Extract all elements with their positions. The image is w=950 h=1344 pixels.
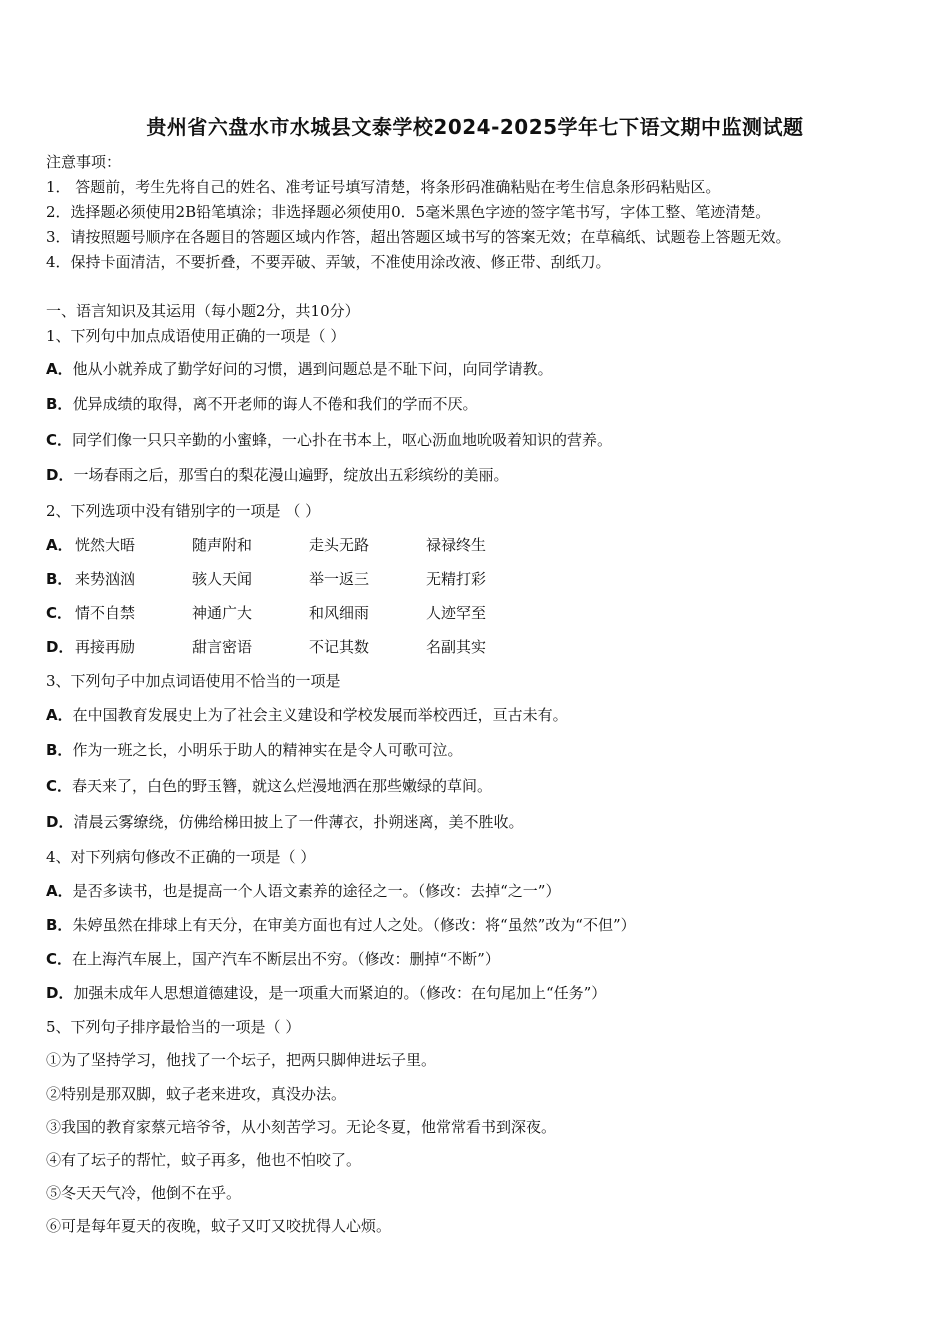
- word-choice: 甜言密语: [192, 638, 253, 656]
- section-heading: 一、语言知识及其运用（每小题2分，共10分）: [46, 302, 360, 320]
- option-text: 作为一班之长，小明乐于助人的精神实在是令人可歌可泣。: [72, 741, 463, 759]
- option-label: D．: [46, 638, 74, 656]
- word-choice: 举一返三: [309, 570, 370, 588]
- option-label: C．: [46, 950, 73, 968]
- option-text: 朱婷虽然在排球上有天分，在审美方面也有过人之处。（修改：将“虽然”改为“不但”）: [72, 916, 636, 934]
- word-choice: 骇人天闻: [192, 570, 253, 588]
- option-label: C．: [46, 777, 73, 795]
- answer-option: [46, 359, 553, 379]
- word-choice: 名副其实: [426, 638, 487, 656]
- notes-heading: 注意事项：: [46, 153, 122, 171]
- answer-option: [46, 949, 500, 969]
- option-text: 他从小就养成了勤学好问的习惯，遇到问题总是不耻下问，向同学请教。: [72, 360, 553, 378]
- word-choice: 禄禄终生: [426, 536, 487, 554]
- word-choice: 和风细雨: [309, 604, 370, 622]
- question-stem: 3、下列句子中加点词语使用不恰当的一项是: [46, 672, 341, 690]
- option-label: D．: [46, 813, 74, 831]
- option-text: 优异成绩的取得，离不开老师的诲人不倦和我们的学而不厌。: [72, 395, 478, 413]
- option-text: 在上海汽车展上，国产汽车不断层出不穷。（修改：删掉“不断”）: [72, 950, 500, 968]
- answer-option: [46, 983, 606, 1003]
- word-choice: 再接再励: [75, 638, 136, 656]
- option-text: 同学们像一只只辛勤的小蜜蜂，一心扑在书本上，呕心沥血地吮吸着知识的营养。: [72, 431, 613, 449]
- option-label: B．: [46, 570, 73, 588]
- option-label: C．: [46, 431, 73, 449]
- page-title: 贵州省六盘水市水城县文泰学校2024-2025学年七下语文期中监测试题: [146, 115, 804, 139]
- word-choice: 无精打彩: [426, 570, 487, 588]
- sentence-item: ②特别是那双脚，蚊子老来进攻，真没办法。: [46, 1085, 347, 1103]
- option-label: B．: [46, 395, 73, 413]
- option-label: A．: [46, 536, 73, 554]
- option-label: A．: [46, 706, 73, 724]
- option-label: B．: [46, 741, 73, 759]
- answer-option: [46, 465, 508, 485]
- answer-option: [46, 812, 523, 832]
- option-label: D．: [46, 984, 74, 1002]
- option-label: B．: [46, 916, 73, 934]
- option-text: 一场春雨之后，那雪白的梨花漫山遍野，绽放出五彩缤纷的美丽。: [73, 466, 509, 484]
- answer-option: [46, 915, 636, 935]
- option-text: 清晨云雾缭绕，仿佛给梯田披上了一件薄衣，扑朔迷离，美不胜收。: [73, 813, 524, 831]
- sentence-item: ①为了坚持学习，他找了一个坛子，把两只脚伸进坛子里。: [46, 1051, 437, 1069]
- word-choice: 来势汹汹: [75, 570, 136, 588]
- word-choice: 神通广大: [192, 604, 253, 622]
- word-choice: 恍然大晤: [75, 536, 136, 554]
- question-stem: 1、下列句中加点成语使用正确的一项是（ ）: [46, 327, 346, 345]
- note-item: 2．选择题必须使用2B铅笔填涂；非选择题必须使用0．5毫米黑色字迹的签字笔书写，字体工整、笔迹清楚。: [46, 203, 771, 221]
- option-label: D．: [46, 466, 74, 484]
- option-label: A．: [46, 360, 73, 378]
- word-choice: 走头无路: [309, 536, 370, 554]
- option-label: A．: [46, 882, 73, 900]
- answer-option: [46, 430, 612, 450]
- sentence-item: ⑤冬天天气冷，他倒不在乎。: [46, 1184, 242, 1202]
- word-choice: 不记其数: [309, 638, 370, 656]
- sentence-item: ③我国的教育家蔡元培爷爷，从小刻苦学习。无论冬夏，他常常看书到深夜。: [46, 1118, 557, 1136]
- answer-option: [46, 394, 477, 414]
- note-item: 1． 答题前，考生先将自己的姓名、准考证号填写清楚，将条形码准确粘贴在考生信息条形码粘贴区。: [46, 178, 721, 196]
- sentence-item: ④有了坛子的帮忙，蚊子再多，他也不怕咬了。: [46, 1151, 362, 1169]
- answer-option: [46, 705, 568, 725]
- question-stem: 2、下列选项中没有错别字的一项是 （ ）: [46, 502, 321, 520]
- word-choice: 随声附和: [192, 536, 253, 554]
- answer-option: [46, 776, 492, 796]
- note-item: 4．保持卡面清洁，不要折叠，不要弄破、弄皱，不准使用涂改液、修正带、刮纸刀。: [46, 253, 611, 271]
- word-choice: 人迹罕至: [426, 604, 487, 622]
- answer-option: [46, 881, 560, 901]
- question-stem: 5、下列句子排序最恰当的一项是（ ）: [46, 1018, 301, 1036]
- option-text: 在中国教育发展史上为了社会主义建设和学校发展而举校西迁，亘古未有。: [72, 706, 568, 724]
- option-text: 春天来了，白色的野玉簪，就这么烂漫地洒在那些嫩绿的草间。: [72, 777, 493, 795]
- option-text: 加强未成年人思想道德建设，是一项重大而紧迫的。（修改：在句尾加上“任务”）: [73, 984, 607, 1002]
- question-stem: 4、对下列病句修改不正确的一项是（ ）: [46, 848, 316, 866]
- option-text: 是否多读书，也是提高一个人语文素养的途径之一。（修改：去掉“之一”）: [72, 882, 561, 900]
- answer-option: [46, 740, 462, 760]
- word-choice: 情不自禁: [75, 604, 136, 622]
- note-item: 3．请按照题号顺序在各题目的答题区域内作答，超出答题区域书写的答案无效；在草稿纸、试题卷上答题无效。: [46, 228, 791, 246]
- sentence-item: ⑥可是每年夏天的夜晚，蚊子又叮又咬扰得人心烦。: [46, 1217, 392, 1235]
- option-label: C．: [46, 604, 73, 622]
